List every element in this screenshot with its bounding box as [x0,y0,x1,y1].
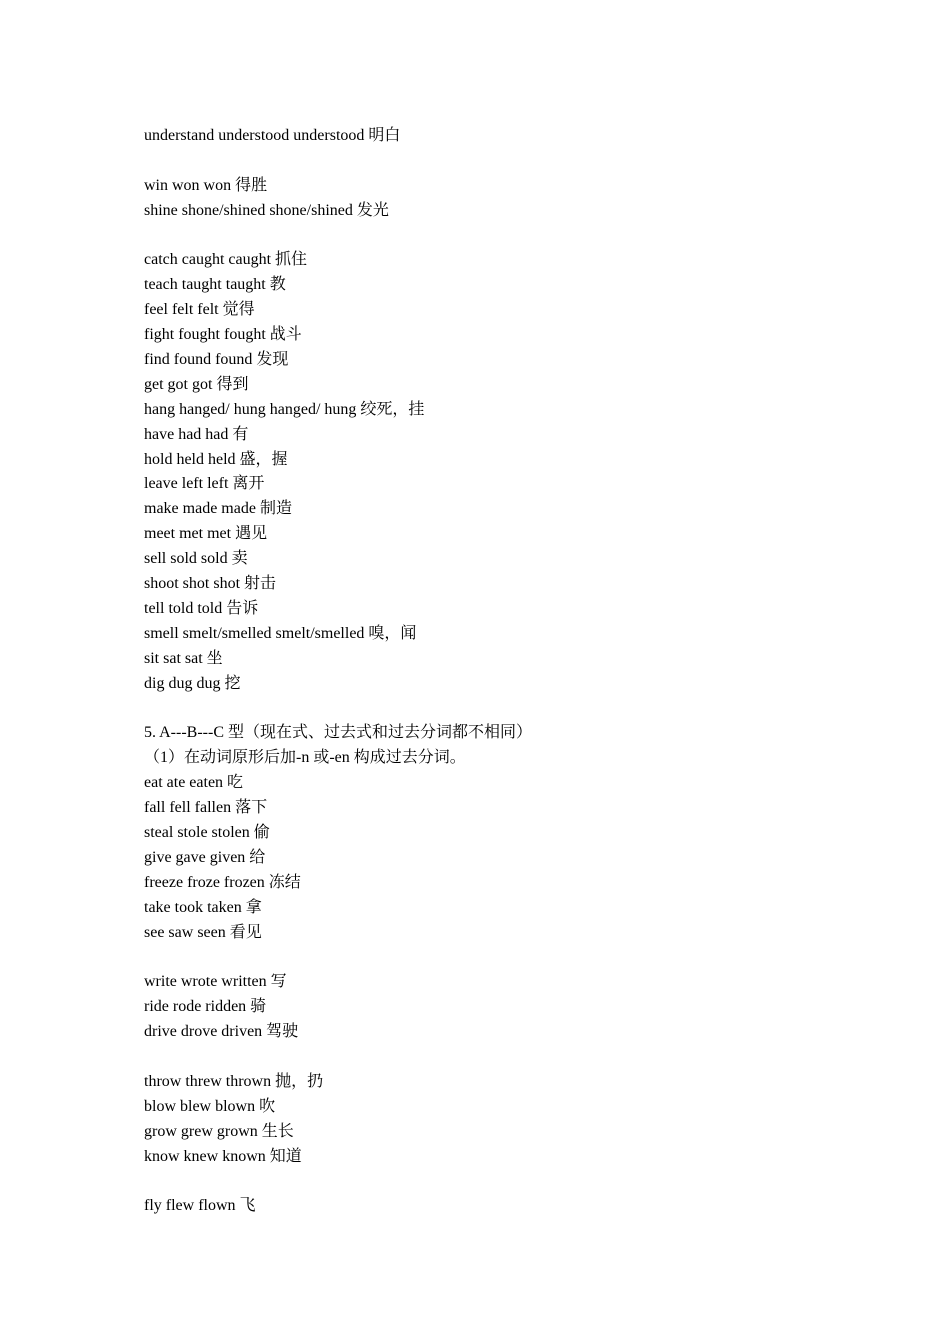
text-line: sell sold sold 卖 [144,550,248,568]
text-line: feel felt felt 觉得 [144,301,255,319]
text-line: grow grew grown 生长 [144,1122,294,1140]
blank-line [144,1045,844,1070]
text-line: hang hanged/ hung hanged/ hung 绞死，挂 [144,400,425,418]
blank-line [144,945,844,970]
text-line: fight fought fought 战斗 [144,326,302,344]
text-line: shine shone/shined shone/shined 发光 [144,201,389,219]
text-line: know knew known 知道 [144,1147,302,1165]
text-line: smell smelt/smelled smelt/smelled 嗅，闻 [144,624,417,642]
text-line: find found found 发现 [144,351,289,369]
text-line: dig dug dug 挖 [144,674,241,692]
text-line: have had had 有 [144,425,249,443]
text-line: tell told told 告诉 [144,599,259,617]
text-line: fly flew flown 飞 [144,1197,256,1215]
text-line: 5. A---B---C 型（现在式、过去式和过去分词都不相同） [144,724,532,742]
text-line: freeze froze frozen 冻结 [144,873,301,891]
text-line: give gave given 给 [144,848,266,866]
text-line: win won won 得胜 [144,176,268,194]
text-line: take took taken 拿 [144,898,262,916]
text-line: teach taught taught 教 [144,276,286,294]
text-line: write wrote written 写 [144,973,287,991]
text-line: understand understood understood 明白 [144,127,401,144]
blank-line [144,696,844,721]
text-line: ride rode ridden 骑 [144,998,267,1016]
blank-line [144,149,844,174]
text-line: throw threw thrown 抛，扔 [144,1072,324,1090]
text-line: shoot shot shot 射击 [144,575,277,593]
text-line: fall fell fallen 落下 [144,799,268,817]
text-line: （1）在动词原形后加-n 或-en 构成过去分词。 [144,749,466,767]
blank-line [144,224,844,249]
verb-list [144,124,844,1219]
text-line: get got got 得到 [144,375,249,393]
blank-line [144,1169,844,1194]
text-line: make made made 制造 [144,500,292,518]
text-line: drive drove driven 驾驶 [144,1023,299,1041]
text-line: see saw seen 看见 [144,923,262,941]
text-line: catch caught caught 抓住 [144,251,308,269]
text-line: meet met met 遇见 [144,525,268,543]
text-line: sit sat sat 坐 [144,649,223,667]
text-line: hold held held 盛，握 [144,450,288,468]
text-line: leave left left 离开 [144,475,265,493]
text-line: blow blew blown 吹 [144,1097,276,1115]
text-line: eat ate eaten 吃 [144,774,244,792]
text-line: steal stole stolen 偷 [144,823,270,841]
